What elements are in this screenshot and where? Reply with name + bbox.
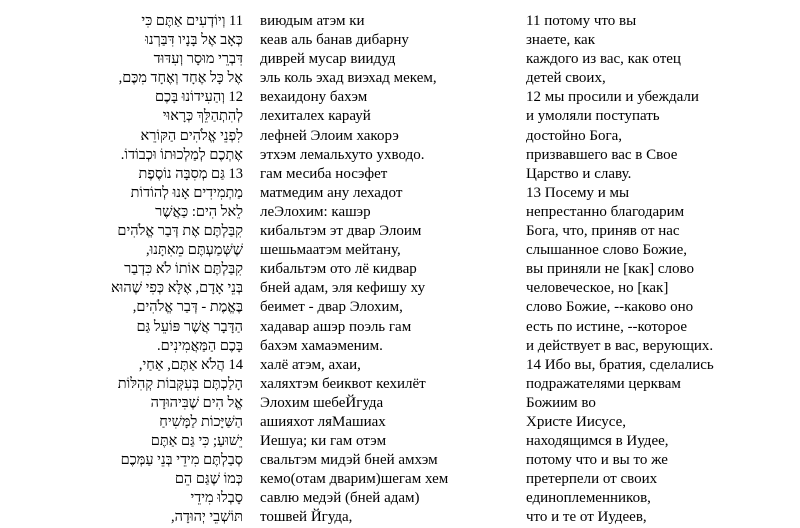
transliteration-line: халяхтэм беиквот кехилёт [260,375,426,392]
russian-line: непрестанно благодарим [526,203,685,220]
transliteration-line: кемо(отам дварим)шегам хем [260,471,449,488]
russian-line: претерпели от своих [526,471,658,488]
transliteration-line: беимет - двар Элохим, [260,299,403,316]
transliteration-line: виюдым атэм ки [260,13,365,29]
transliteration-line: хадавар ашэр поэль гам [260,318,412,335]
russian-line: знаете, как [526,32,595,49]
hebrew-line: לְהִתְהַלֵּךְ כְּרָאוּי [162,108,243,125]
russian-line: 11 потому что вы [526,13,637,29]
russian-line: Божиим во [526,394,596,411]
hebrew-line: 11 וְיוֹדְעִים אַתֶּם כִּי [141,13,243,29]
russian-line: призвавшего вас в Свое [526,146,678,163]
hebrew-line: אֶתְכֶם לְמַלְכוּתוֹ וּכְבוֹדוֹ. [120,146,243,163]
russian-line: слышанное слово Божие, [526,242,687,259]
transliteration-line: лехиталех карауй [260,108,371,125]
russian-line: единоплеменников, [526,490,651,507]
russian-line: находящимся в Иудее, [526,433,669,450]
russian-line: Царство и славу. [526,165,632,182]
transliteration-line: гам месиба носэфет [260,165,388,182]
hebrew-line: בֶּאֱמֶת - דְּבַר אֱלֹהִים, [132,299,243,316]
russian-line: каждого из вас, как отец [526,51,681,68]
hebrew-line: שֶׁשְּׁמַעְתֶּם מֵאִתָּנוּ, [145,242,243,259]
hebrew-line: כְּאָב אֶל בָּנָיו דִּבַּרְנוּ [145,32,243,49]
hebrew-line: קִבַּלְתֶּם אֶת דְּבַר אֱלֹהִים [117,223,243,240]
russian-line: и умоляли поступать [526,108,660,125]
transliteration-line: кибальтэм ото лё кидвар [260,261,417,278]
transliteration-line: савлю медэй (бней адам) [260,490,420,507]
transliteration-line: свальтэм мидэй бней амхэм [260,452,438,469]
hebrew-line: 14 הֲלֹא אַתֶּם, אַחַי, [138,356,243,373]
hebrew-line: 13 גַּם מְסִבָּה נוֹסֶפֶת [138,165,243,182]
russian-line: Христе Иисусе, [526,413,627,430]
transliteration-line: лефней Элоим хакорэ [260,127,399,144]
hebrew-line: בָּכֶם הַמַּאֲמִינִים. [157,337,243,354]
russian-line: подражателями церквам [526,375,681,392]
hebrew-line: יֵשׁוּעַ; כִּי גַּם אַתֶּם [150,433,243,450]
transliteration-line: тошвей Йгуда, [260,509,353,526]
transliteration-column [260,12,510,528]
russian-line: достойно Бога, [526,127,622,144]
russian-line: Бога, что, приняв от нас [526,223,680,240]
hebrew-column [0,12,243,528]
transliteration-line: этхэм лемальхуто ухводо. [260,146,425,163]
transliteration-line: ашияхот ляМашиах [260,413,386,430]
transliteration-line: эль коль эхад виэхад мекем, [260,70,437,87]
russian-line: вы приняли не [как] слово [526,261,694,278]
hebrew-line: סְבַלְתֶּם מִידֵי בְּנֵי עַמְּכֶם [120,452,243,469]
transliteration-line: Элохим шебеЙгуда [260,394,384,411]
russian-line: 12 мы просили и убеждали [526,89,699,106]
russian-column [526,12,796,528]
hebrew-line: הַדָּבָר אֲשֶׁר פּוֹעֵל גַּם [136,318,243,335]
transliteration-line: диврей мусар виидуд [260,51,396,68]
transliteration-line: Иешуа; ки гам отэм [260,433,387,450]
hebrew-line: הַשַּׁיָּכוֹת לַמָּשִׁיחַ [159,413,243,430]
hebrew-line: אֶל כָּל אֶחָד וְאֶחָד מִכֶּם, [118,70,243,87]
russian-line: потому что и вы то же [526,452,668,469]
russian-line: что и те от Иудеев, [526,509,647,526]
hebrew-line: תּוֹשְׁבֵי יְהוּדָה, [170,509,243,526]
transliteration-line: шешьмаатэм мейтану, [260,242,401,259]
transliteration-line: леЭлохим: кашэр [260,203,371,220]
russian-line: 13 Посему и мы [526,184,630,201]
russian-line: детей своих, [526,70,606,87]
hebrew-line: אֱל הִים שֶׁבִּיהוּדָה [150,394,243,411]
russian-line: слово Божие, --каково оно [526,299,694,316]
hebrew-line: מַתְמִידִים אָנוּ לְהוֹדוֹת [130,184,243,201]
transliteration-line: бней адам, эля кефишу ху [260,280,426,297]
hebrew-line: קִבַּלְתֶּם אוֹתוֹ לֹא כִּדְבַר [124,261,243,278]
hebrew-line: 12 וְהַעִידוֹנוּ בָּכֶם [154,89,243,106]
russian-line: есть по истине, --которое [526,318,688,335]
transliteration-line: кибальтэм эт двар Элоим [260,223,422,240]
hebrew-line: כְּמוֹ שֶׁגַּם הֵם [174,471,243,488]
transliteration-line: бахэм хамаэменим. [260,337,383,354]
transliteration-line: матмедим ану лехадот [260,184,403,201]
hebrew-line: סָבְלוּ מִידֵי [190,490,243,507]
hebrew-line: לִפְנֵי אֱלֹהִים הַקּוֹרֵא [140,127,243,144]
hebrew-line: בְּנֵי אָדָם, אֶלָּא כְּפִי שֶׁהוּא [110,280,243,297]
russian-line: 14 Ибо вы, братия, сделались [526,356,714,373]
russian-line: и действует в вас, верующих. [526,337,714,354]
hebrew-line: הָלַכְתֶּם בְּעִקְּבוֹת קְהִלּוֹת [117,375,243,392]
transliteration-line: кеав аль банав дибарну [260,32,409,49]
transliteration-line: халё атэм, ахаи, [260,356,361,373]
hebrew-line: דִּבְרֵי מוּסָר וְעִדּוּד [153,51,243,68]
russian-line: человеческое, но [как] [526,280,669,297]
hebrew-line: לֵאל הִים: כַּאֲשֶׁר [155,203,243,220]
transliteration-line: вехаидону бахэм [260,89,368,106]
